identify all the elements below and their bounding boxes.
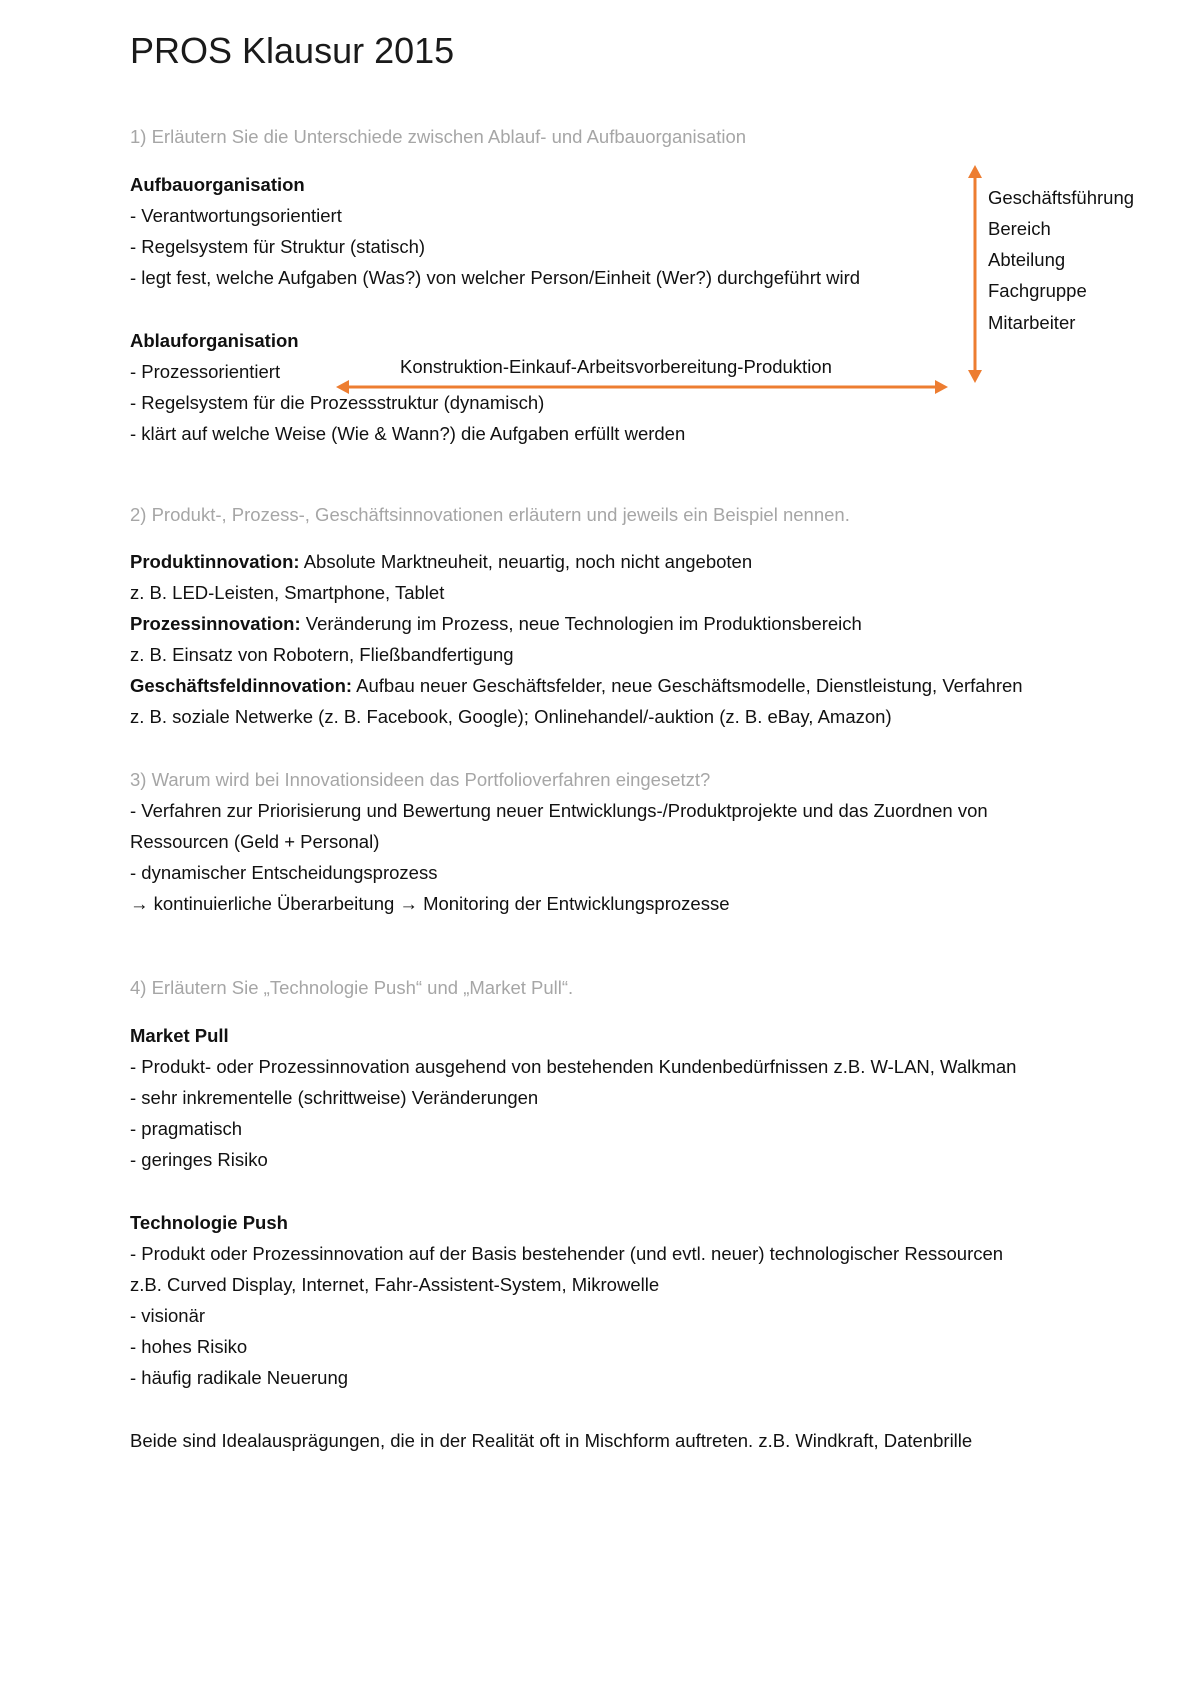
question-3: 3) Warum wird bei Innovationsideen das Portfolioverfahren eingesetzt?: [130, 769, 711, 790]
technology-push-item: - hohes Risiko: [130, 1336, 248, 1357]
q3-line: - dynamischer Entscheidungsprozess: [130, 862, 438, 883]
produkt-text: Absolute Marktneuheit, neuartig, noch nicht angeboten: [299, 551, 753, 572]
geschaeft-example: z. B. soziale Netwerke (z. B. Facebook, Google); Onlinehandel/-auktion (z. B. eBay, Amazon): [130, 706, 892, 727]
question-2: 2) Produkt-, Prozess-, Geschäftsinnovationen erläutern und jeweils ein Beispiel nennen.: [130, 504, 850, 525]
aufbau-item: - Regelsystem für Struktur (statisch): [130, 236, 426, 257]
aufbau-item: - legt fest, welche Aufgaben (Was?) von welcher Person/Einheit (Wer?) durchgeführt wird: [130, 267, 861, 288]
technology-push-item: - visionär: [130, 1305, 206, 1326]
q3-line: Ressourcen (Geld + Personal): [130, 831, 380, 852]
q3-line: → kontinuierliche Überarbeitung → Monitoring der Entwicklungsprozesse: [130, 893, 730, 914]
technology-push-item: - häufig radikale Neuerung: [130, 1367, 349, 1388]
page-title: PROS Klausur 2015: [130, 30, 455, 71]
ablauf-item: - Regelsystem für die Prozessstruktur (dynamisch): [130, 392, 545, 413]
ablauf-item: - Prozessorientiert: [130, 361, 281, 382]
market-pull-item: - sehr inkrementelle (schrittweise) Veränderungen: [130, 1087, 539, 1108]
process-flow-arrow: [336, 380, 948, 394]
prozess-text: Veränderung im Prozess, neue Technologien im Produktionsbereich: [300, 613, 862, 634]
aufbau-heading: Aufbauorganisation: [130, 174, 305, 195]
hierarchy-arrow: [968, 165, 982, 383]
produkt-line: [130, 550, 752, 574]
geschaeft-text: Aufbau neuer Geschäftsfelder, neue Geschäftsmodelle, Dienstleistung, Verfahren: [352, 675, 1023, 696]
hierarchy-level: Geschäftsführung: [988, 187, 1135, 208]
conclusion: Beide sind Idealausprägungen, die in der Realität oft in Mischform auftreten. z.B. Windkraft, Datenbrille: [130, 1430, 973, 1451]
hierarchy-level: Mitarbeiter: [988, 312, 1076, 333]
market-pull-item: - Produkt- oder Prozessinnovation ausgehend von bestehenden Kundenbedürfnissen z.B. W-LAN, Walkman: [130, 1056, 1017, 1077]
geschaeft-label: Geschäftsfeldinnovation:: [130, 675, 353, 696]
technology-push-heading: Technologie Push: [130, 1212, 288, 1233]
question-1: 1) Erläutern Sie die Unterschiede zwischen Ablauf- und Aufbauorganisation: [130, 126, 747, 147]
produkt-example: z. B. LED-Leisten, Smartphone, Tablet: [130, 582, 445, 603]
process-flow-label: Konstruktion-Einkauf-Arbeitsvorbereitung-Produktion: [400, 356, 832, 377]
ablauf-heading: Ablauforganisation: [130, 330, 299, 351]
geschaeft-line: [130, 674, 1023, 698]
hierarchy-level: Fachgruppe: [988, 280, 1087, 301]
prozess-example: z. B. Einsatz von Robotern, Fließbandfertigung: [130, 644, 514, 665]
market-pull-item: - geringes Risiko: [130, 1149, 268, 1170]
technology-push-item: - Produkt oder Prozessinnovation auf der Basis bestehender (und evtl. neuer) technologischer Ressourcen: [130, 1243, 1004, 1264]
market-pull-item: - pragmatisch: [130, 1118, 243, 1139]
hierarchy-level: Abteilung: [988, 249, 1066, 270]
q3-line: - Verfahren zur Priorisierung und Bewertung neuer Entwicklungs-/Produktprojekte und das Zuordnen von: [130, 800, 988, 821]
prozess-label: Prozessinnovation:: [130, 613, 301, 634]
prozess-line: [130, 612, 862, 636]
produkt-label: Produktinnovation:: [130, 551, 300, 572]
technology-push-item: z.B. Curved Display, Internet, Fahr-Assistent-System, Mikrowelle: [130, 1274, 660, 1295]
aufbau-item: - Verantwortungsorientiert: [130, 205, 342, 226]
ablauf-item: - klärt auf welche Weise (Wie & Wann?) die Aufgaben erfüllt werden: [130, 423, 686, 444]
question-4: 4) Erläutern Sie „Technologie Push“ und „Market Pull“.: [130, 977, 574, 998]
hierarchy-level: Bereich: [988, 218, 1051, 239]
market-pull-heading: Market Pull: [130, 1025, 229, 1046]
